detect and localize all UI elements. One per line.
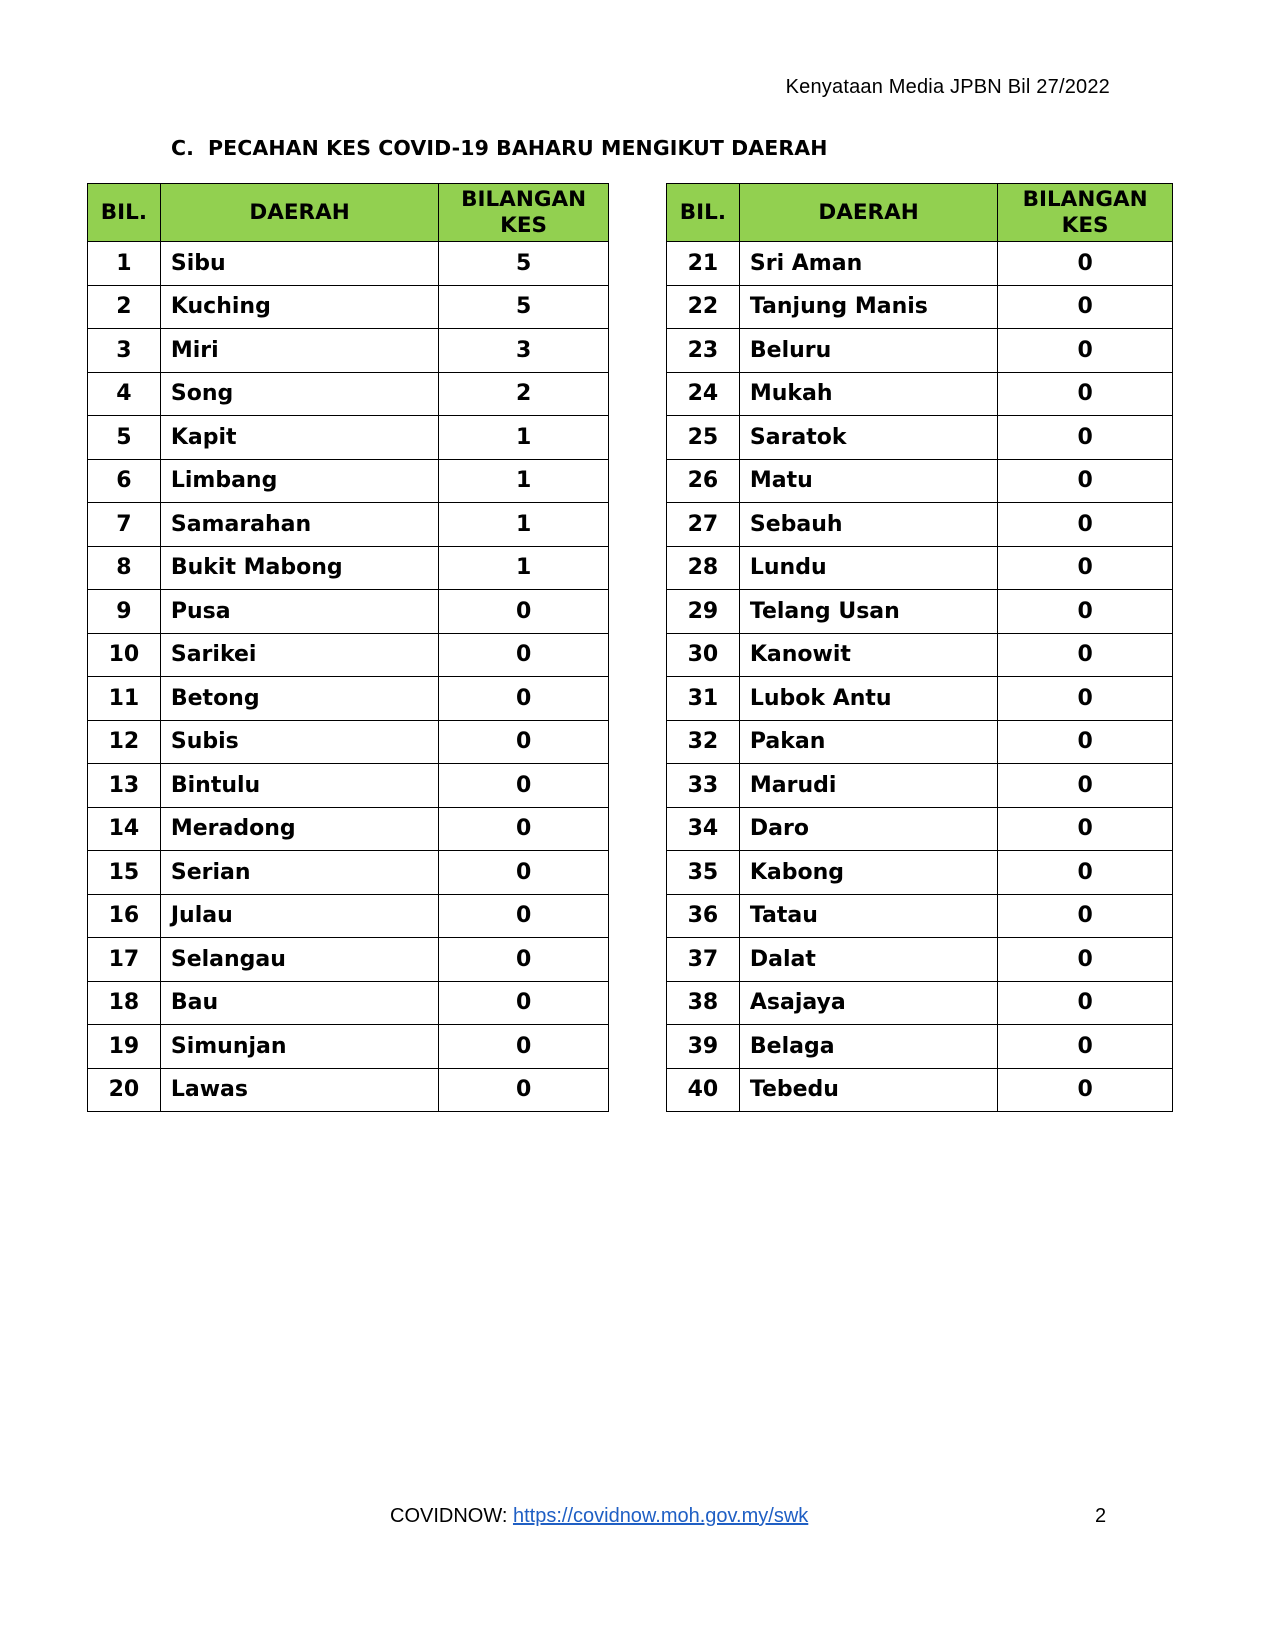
case-count: 0 <box>998 242 1173 286</box>
table-row <box>88 503 609 547</box>
table-row <box>88 590 609 634</box>
district-name: Lubok Antu <box>739 677 997 721</box>
table-row <box>667 1068 1173 1112</box>
case-count: 0 <box>998 633 1173 677</box>
district-name: Tebedu <box>739 1068 997 1112</box>
case-count: 0 <box>998 285 1173 329</box>
district-name: Tatau <box>739 894 997 938</box>
district-cases-table-right <box>666 183 1173 1112</box>
district-name: Pusa <box>160 590 438 634</box>
row-number: 21 <box>667 242 740 286</box>
case-count: 1 <box>439 459 609 503</box>
row-number: 27 <box>667 503 740 547</box>
row-number: 22 <box>667 285 740 329</box>
district-name: Selangau <box>160 938 438 982</box>
district-name: Daro <box>739 807 997 851</box>
row-number: 24 <box>667 372 740 416</box>
case-count: 0 <box>998 720 1173 764</box>
row-number: 11 <box>88 677 161 721</box>
table-row <box>667 416 1173 460</box>
case-count: 0 <box>439 1068 609 1112</box>
table-row <box>667 546 1173 590</box>
table-row <box>88 851 609 895</box>
case-count: 0 <box>439 720 609 764</box>
row-number: 6 <box>88 459 161 503</box>
table-row <box>88 677 609 721</box>
page-number: 2 <box>1095 1505 1107 1527</box>
table-row <box>88 633 609 677</box>
table-row <box>667 851 1173 895</box>
case-count: 0 <box>439 633 609 677</box>
district-name: Samarahan <box>160 503 438 547</box>
district-name: Lundu <box>739 546 997 590</box>
covidnow-link[interactable]: https://covidnow.moh.gov.my/swk <box>512 1505 809 1527</box>
case-count: 0 <box>998 546 1173 590</box>
row-number: 25 <box>667 416 740 460</box>
table-row <box>667 459 1173 503</box>
district-name: Pakan <box>739 720 997 764</box>
header-bilangan-line2: KES <box>1061 212 1109 238</box>
case-count: 0 <box>439 1025 609 1069</box>
table-row <box>667 677 1173 721</box>
table-body-right <box>667 242 1173 1112</box>
district-name: Kabong <box>739 851 997 895</box>
case-count: 0 <box>439 938 609 982</box>
district-name: Telang Usan <box>739 590 997 634</box>
table-row <box>667 329 1173 373</box>
district-name: Beluru <box>739 329 997 373</box>
row-number: 14 <box>88 807 161 851</box>
row-number: 37 <box>667 938 740 982</box>
district-name: Miri <box>160 329 438 373</box>
district-name: Simunjan <box>160 1025 438 1069</box>
row-number: 33 <box>667 764 740 808</box>
case-count: 1 <box>439 546 609 590</box>
header-bilangan-kes <box>998 184 1173 242</box>
district-name: Asajaya <box>739 981 997 1025</box>
header-bilangan-line2: KES <box>500 212 548 238</box>
table-row <box>667 503 1173 547</box>
row-number: 4 <box>88 372 161 416</box>
case-count: 2 <box>439 372 609 416</box>
row-number: 30 <box>667 633 740 677</box>
row-number: 20 <box>88 1068 161 1112</box>
section-letter: C. <box>171 136 195 160</box>
header-bilangan-kes <box>439 184 609 242</box>
table-row <box>667 372 1173 416</box>
document-reference: Kenyataan Media JPBN Bil 27/2022 <box>785 76 1110 98</box>
district-name: Betong <box>160 677 438 721</box>
table-row <box>88 764 609 808</box>
table-row <box>88 1068 609 1112</box>
table-header-row <box>667 184 1173 242</box>
header-daerah: DAERAH <box>160 184 438 242</box>
district-name: Marudi <box>739 764 997 808</box>
case-count: 0 <box>998 677 1173 721</box>
district-name: Dalat <box>739 938 997 982</box>
case-count: 5 <box>439 285 609 329</box>
district-name: Sarikei <box>160 633 438 677</box>
case-count: 0 <box>439 590 609 634</box>
case-count: 3 <box>439 329 609 373</box>
district-name: Kapit <box>160 416 438 460</box>
district-name: Song <box>160 372 438 416</box>
district-name: Bau <box>160 981 438 1025</box>
table-row <box>667 242 1173 286</box>
header-bilangan-line1: BILANGAN <box>1022 186 1148 212</box>
table-row <box>88 981 609 1025</box>
case-count: 0 <box>998 329 1173 373</box>
case-count: 0 <box>998 764 1173 808</box>
table-row <box>667 807 1173 851</box>
district-name: Lawas <box>160 1068 438 1112</box>
table-row <box>88 938 609 982</box>
case-count: 0 <box>998 372 1173 416</box>
header-bilangan-line1: BILANGAN <box>461 186 587 212</box>
district-name: Meradong <box>160 807 438 851</box>
row-number: 28 <box>667 546 740 590</box>
row-number: 35 <box>667 851 740 895</box>
district-name: Limbang <box>160 459 438 503</box>
table-row <box>667 894 1173 938</box>
table-row <box>667 590 1173 634</box>
row-number: 10 <box>88 633 161 677</box>
district-name: Belaga <box>739 1025 997 1069</box>
row-number: 12 <box>88 720 161 764</box>
table-row <box>667 764 1173 808</box>
case-count: 0 <box>998 938 1173 982</box>
case-count: 1 <box>439 503 609 547</box>
row-number: 40 <box>667 1068 740 1112</box>
case-count: 0 <box>439 894 609 938</box>
district-name: Kuching <box>160 285 438 329</box>
row-number: 1 <box>88 242 161 286</box>
table-row <box>88 720 609 764</box>
district-name: Kanowit <box>739 633 997 677</box>
table-row <box>88 242 609 286</box>
row-number: 26 <box>667 459 740 503</box>
district-name: Sebauh <box>739 503 997 547</box>
row-number: 8 <box>88 546 161 590</box>
case-count: 0 <box>998 503 1173 547</box>
case-count: 5 <box>439 242 609 286</box>
footer-source-label: COVIDNOW: <box>390 1505 513 1527</box>
table-row <box>667 285 1173 329</box>
district-name: Sri Aman <box>739 242 997 286</box>
row-number: 29 <box>667 590 740 634</box>
table-row <box>667 981 1173 1025</box>
row-number: 36 <box>667 894 740 938</box>
table-row <box>667 720 1173 764</box>
table-row <box>88 546 609 590</box>
header-daerah: DAERAH <box>739 184 997 242</box>
row-number: 34 <box>667 807 740 851</box>
section-title <box>171 136 827 160</box>
section-title-text: PECAHAN KES COVID-19 BAHARU MENGIKUT DAERAH <box>208 136 828 160</box>
district-cases-table-left <box>87 183 609 1112</box>
row-number: 5 <box>88 416 161 460</box>
district-name: Julau <box>160 894 438 938</box>
case-count: 0 <box>998 1068 1173 1112</box>
row-number: 15 <box>88 851 161 895</box>
table-row <box>88 807 609 851</box>
table-row <box>88 285 609 329</box>
row-number: 23 <box>667 329 740 373</box>
row-number: 17 <box>88 938 161 982</box>
case-count: 0 <box>998 894 1173 938</box>
row-number: 2 <box>88 285 161 329</box>
footer-source <box>390 1505 808 1528</box>
row-number: 13 <box>88 764 161 808</box>
row-number: 19 <box>88 1025 161 1069</box>
table-row <box>88 459 609 503</box>
case-count: 0 <box>998 1025 1173 1069</box>
table-header-row <box>88 184 609 242</box>
case-count: 0 <box>998 590 1173 634</box>
row-number: 32 <box>667 720 740 764</box>
header-bil: BIL. <box>667 184 740 242</box>
row-number: 3 <box>88 329 161 373</box>
case-count: 0 <box>998 459 1173 503</box>
district-name: Bintulu <box>160 764 438 808</box>
district-name: Subis <box>160 720 438 764</box>
case-count: 0 <box>439 981 609 1025</box>
table-row <box>88 416 609 460</box>
district-name: Tanjung Manis <box>739 285 997 329</box>
district-name: Bukit Mabong <box>160 546 438 590</box>
district-name: Mukah <box>739 372 997 416</box>
district-name: Serian <box>160 851 438 895</box>
row-number: 39 <box>667 1025 740 1069</box>
case-count: 0 <box>998 807 1173 851</box>
district-name: Sibu <box>160 242 438 286</box>
table-row <box>667 938 1173 982</box>
district-name: Saratok <box>739 416 997 460</box>
table-row <box>88 1025 609 1069</box>
table-row <box>88 894 609 938</box>
row-number: 18 <box>88 981 161 1025</box>
case-count: 0 <box>998 981 1173 1025</box>
district-name: Matu <box>739 459 997 503</box>
case-count: 0 <box>439 677 609 721</box>
row-number: 16 <box>88 894 161 938</box>
row-number: 31 <box>667 677 740 721</box>
case-count: 0 <box>439 764 609 808</box>
table-row <box>667 1025 1173 1069</box>
table-row <box>88 372 609 416</box>
table-row <box>88 329 609 373</box>
case-count: 0 <box>439 807 609 851</box>
row-number: 38 <box>667 981 740 1025</box>
row-number: 9 <box>88 590 161 634</box>
case-count: 1 <box>439 416 609 460</box>
case-count: 0 <box>998 851 1173 895</box>
table-row <box>667 633 1173 677</box>
table-body-left <box>88 242 609 1112</box>
case-count: 0 <box>439 851 609 895</box>
header-bil: BIL. <box>88 184 161 242</box>
case-count: 0 <box>998 416 1173 460</box>
row-number: 7 <box>88 503 161 547</box>
